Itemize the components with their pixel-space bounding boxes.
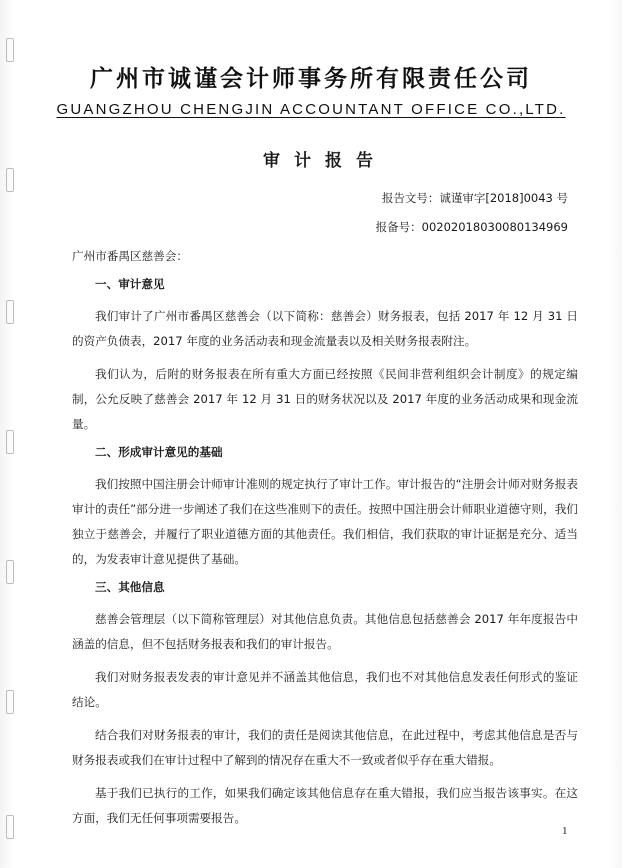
binding-mark [6, 168, 14, 192]
paragraph: 结合我们对财务报表的审计，我们的责任是阅读其他信息，在此过程中，考虑其他信息是否与财务报表或我们在审计过程中了解到的情况存在重大不一致或者似乎存在重大错报。 [72, 728, 578, 767]
filing-number-value: 00202018030080134969 [421, 220, 568, 234]
binding-mark [6, 560, 14, 584]
page-number: 1 [562, 825, 568, 837]
paragraph: 我们审计了广州市番禺区慈善会（以下简称：慈善会）财务报表，包括 2017 年 12 月 31 日的资产负债表，2017 年度的业务活动表和现金流量表以及相关财务报表附注。 [72, 309, 578, 348]
paragraph: 我们按照中国注册会计师审计准则的规定执行了审计工作。审计报告的“注册会计师对财务报表审计的责任”部分进一步阐述了我们在这些准则下的责任。按照中国注册会计师职业道德守则，我们独立于慈善会，并履行了职业道德方面的其他责任。我们相信，我们获取的审计证据是充分、适当的，为发表审计意见提供了基础。 [72, 477, 578, 566]
section-heading: 一、审计意见 [95, 277, 165, 291]
company-name-en-text: GUANGZHOU CHENGJIN ACCOUNTANT OFFICE CO.,LTD. [56, 101, 566, 118]
report-filing-number [376, 219, 568, 235]
doc-number-label: 报告文号： [381, 191, 440, 205]
company-name-cn: 广州市诚谨会计师事务所有限责任公司 [90, 65, 532, 92]
report-doc-number [382, 190, 568, 206]
paragraph: 基于我们已执行的工作，如果我们确定该其他信息存在重大错报，我们应当报告该事实。在这方面，我们无任何事项需要报告。 [72, 786, 578, 825]
report-title: 审计报告 [263, 151, 387, 171]
binding-mark [6, 815, 14, 839]
filing-number-label: 报备号： [375, 220, 422, 234]
addressee: 广州市番禺区慈善会： [72, 249, 188, 263]
company-name-en [0, 101, 622, 118]
binding-mark [6, 300, 14, 324]
paragraph: 慈善会管理层（以下简称管理层）对其他信息负责。其他信息包括慈善会 2017 年年度报告中涵盖的信息，但不包括财务报表和我们的审计报告。 [72, 612, 578, 651]
report-body [72, 244, 578, 831]
doc-number-value: 诚谨审字[2018]0043 号 [439, 191, 568, 205]
section-heading: 二、形成审计意见的基础 [95, 445, 223, 459]
section-heading: 三、其他信息 [95, 580, 165, 594]
binding-marks [6, 0, 14, 868]
binding-mark [6, 38, 14, 62]
paragraph: 我们认为，后附的财务报表在所有重大方面已经按照《民间非营利组织会计制度》的规定编制，公允反映了慈善会 2017 年 12 月 31 日的财务状况以及 2017 年度的业务活动成果和现金流量。 [72, 367, 578, 431]
binding-mark [6, 690, 14, 714]
binding-mark [6, 430, 14, 454]
paragraph: 我们对财务报表发表的审计意见并不涵盖其他信息，我们也不对其他信息发表任何形式的鉴证结论。 [72, 670, 578, 709]
